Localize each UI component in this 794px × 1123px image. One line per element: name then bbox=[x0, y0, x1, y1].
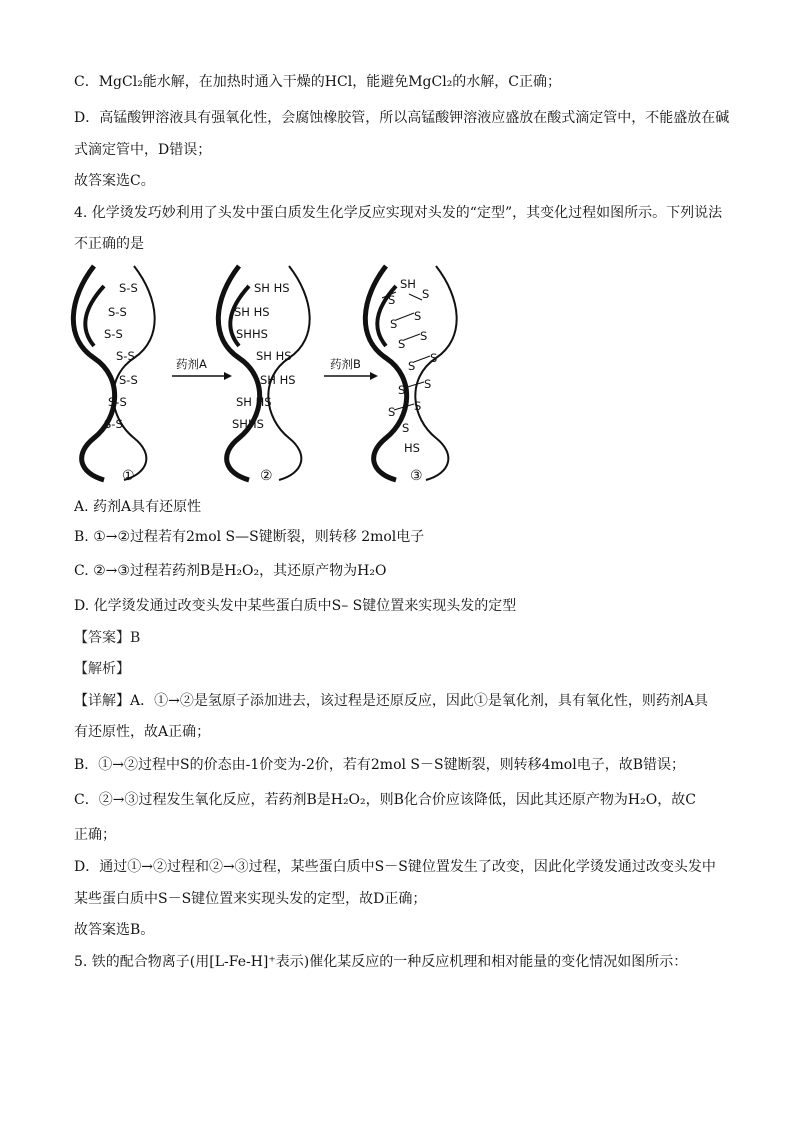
answer-prev: 故答案选C。 bbox=[74, 173, 155, 189]
detail-c-line1: C．②→③过程发生氧化反应，若药剂B是H₂O₂，则B化合价应该降低，因此其还原产物为H₂O，故C bbox=[74, 792, 696, 808]
helix-3-label-4: S bbox=[390, 317, 398, 331]
helix-1-bond-2: S-S bbox=[108, 305, 127, 319]
helix-3-label-5: S bbox=[414, 309, 422, 323]
reagent-a-label: 药剂A bbox=[176, 357, 207, 371]
detail-d-line2: 某些蛋白质中S－S键位置来实现头发的定型，故D正确； bbox=[74, 891, 427, 907]
helix-3-label-10: S bbox=[398, 383, 406, 397]
helix-3-label-6: S bbox=[398, 337, 406, 351]
helix-1 bbox=[73, 266, 154, 480]
helix-2-bond-2: SH HS bbox=[234, 305, 270, 319]
helix-2-bonds bbox=[232, 281, 296, 431]
helix-1-bond-6: S-S bbox=[108, 395, 127, 409]
helix-1-bond-5: S-S bbox=[119, 373, 138, 387]
helix-2-bond-1: SH HS bbox=[254, 281, 290, 295]
helix-3-label-9: S bbox=[430, 351, 438, 365]
question-4-line1: 4. 化学烫发巧妙利用了头发中蛋白质发生化学反应实现对头发的“定型”，其变化过程如图所示。下列说法 bbox=[74, 205, 723, 221]
answer-label: 【答案】B bbox=[74, 630, 141, 646]
helix-3-label-3: S bbox=[422, 287, 430, 301]
detail-a-line1: 【详解】A．①→②是氢原子添加进去，该过程是还原反应，因此①是氧化剂，具有氧化性，则药剂A具 bbox=[74, 693, 708, 709]
helix-3-label-16: HS bbox=[404, 441, 420, 455]
option-d-prev-line1: D．高锰酸钾溶液具有强氧化性，会腐蚀橡胶管，所以高锰酸钾溶液应盛放在酸式滴定管中，不能盛放在碱 bbox=[74, 110, 730, 126]
helix-3-label-1: SH bbox=[400, 277, 416, 291]
helix-2-bond-8: SHHS bbox=[232, 417, 264, 431]
helix-3-label-11: S bbox=[424, 377, 432, 391]
analysis-label: 【解析】 bbox=[74, 661, 130, 677]
final-answer: 故答案选B。 bbox=[74, 922, 155, 938]
option-b: B. ①→②过程若有2mol S—S键断裂，则转移 2mol电子 bbox=[74, 529, 425, 545]
option-d-prev-line2: 式滴定管中，D错误； bbox=[74, 142, 212, 158]
helix-3-label-2: S bbox=[388, 293, 396, 307]
helix-3-label-13: S bbox=[414, 399, 422, 413]
helix-1-bond-1: S-S bbox=[119, 281, 138, 295]
helix-2-bond-4: SH HS bbox=[256, 349, 292, 363]
arrow-a bbox=[172, 357, 232, 380]
hair-protein-figure bbox=[64, 258, 484, 490]
helix-3-label-12: S bbox=[388, 405, 396, 419]
arrow-b bbox=[324, 357, 378, 380]
helix-2-bond-3: SHHS bbox=[236, 327, 268, 341]
helix-3-label-14: S bbox=[402, 421, 410, 435]
reagent-b-label: 药剂B bbox=[330, 357, 361, 371]
helix-1-bonds bbox=[104, 281, 138, 433]
detail-b: B．①→②过程中S的价态由-1价变为-2价，若有2mol S－S键断裂，则转移4mol电子，故B错误； bbox=[74, 757, 685, 773]
question-5: 5. 铁的配合物离子(用[L-Fe-H]⁺表示)催化某反应的一种反应机理和相对能量的变化情况如图所示： bbox=[74, 954, 688, 970]
option-d: D. 化学烫发通过改变头发中某些蛋白质中S– S键位置来实现头发的定型 bbox=[74, 598, 517, 614]
helix-3-label-8: S bbox=[408, 359, 416, 373]
helix-2-bond-5: SH HS bbox=[260, 373, 296, 387]
figure-label-1: ① bbox=[122, 468, 135, 484]
helix-3-label-7: S bbox=[420, 329, 428, 343]
option-c: C. ②→③过程若药剂B是H₂O₂，其还原产物为H₂O bbox=[74, 563, 387, 579]
question-4-line2: 不正确的是 bbox=[74, 236, 144, 252]
option-a: A. 药剂A具有还原性 bbox=[74, 499, 202, 515]
helix-1-strand-c bbox=[85, 286, 104, 346]
figure-label-3: ③ bbox=[410, 468, 423, 484]
detail-a-line2: 有还原性，故A正确； bbox=[74, 724, 211, 740]
helix-1-bond-4: S-S bbox=[116, 349, 135, 363]
detail-c-line2: 正确； bbox=[74, 827, 116, 843]
option-c-prev: C．MgCl₂能水解，在加热时通入干燥的HCl，能避免MgCl₂的水解，C正确； bbox=[74, 74, 562, 90]
helix-2-bond-6: SH HS bbox=[236, 395, 272, 409]
detail-d-line1: D．通过①→②过程和②→③过程，某些蛋白质中S－S键位置发生了改变，因此化学烫发通过改变头发中 bbox=[74, 859, 716, 875]
helix-1-bond-3: S-S bbox=[104, 327, 123, 341]
figure-label-2: ② bbox=[260, 468, 273, 484]
helix-3-bonds bbox=[380, 277, 437, 455]
helix-1-bond-7: S-S bbox=[104, 417, 123, 431]
figure-svg bbox=[64, 258, 484, 490]
